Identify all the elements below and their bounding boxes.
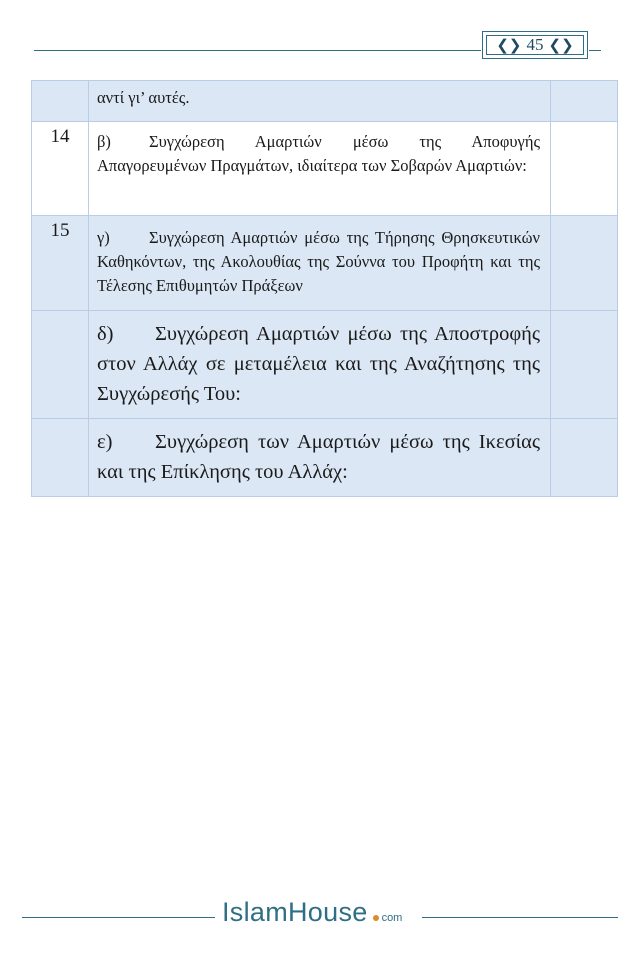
row-extra-cell [551, 81, 618, 122]
row-number: 14 [32, 122, 89, 216]
brand-logo [222, 897, 402, 933]
row-text [89, 122, 551, 216]
ornament-left-icon: ❮❯ [496, 37, 522, 54]
row-label: ε) [97, 431, 113, 453]
content-table [31, 80, 618, 497]
row-text [89, 419, 551, 497]
row-text [89, 216, 551, 311]
header-rule-right [589, 50, 601, 51]
row-number [32, 419, 89, 497]
brand-suffix: com [381, 912, 403, 924]
table-row [32, 216, 618, 311]
page-number-box [482, 31, 588, 59]
row-text-body: Συγχώρεση Αμαρτιών μέσω της Αποφυγής Απαγορευμένων Πραγμάτων, ιδιαίτερα των Σοβαρών Αμαρτιών: [97, 132, 540, 175]
row-label: δ) [97, 323, 114, 345]
row-number [32, 81, 89, 122]
ornament-right-icon: ❮❯ [548, 37, 574, 54]
footer-rule-right [422, 917, 618, 918]
table-row [32, 311, 618, 419]
page-number: 45 [526, 35, 544, 54]
row-label: γ) [97, 228, 110, 247]
footer-rule-left [22, 917, 215, 918]
row-number: 15 [32, 216, 89, 311]
row-label: β) [97, 132, 111, 151]
row-text [89, 81, 551, 122]
row-text-body: Συγχώρεση Αμαρτιών μέσω της Αποστροφής στον Αλλάχ σε μεταμέλεια και της Αναζήτησης της Συγχώρεσής Του: [97, 323, 540, 405]
row-text-body: αντί γι’ αυτές. [97, 88, 190, 107]
row-text-body: Συγχώρεση των Αμαρτιών μέσω της Ικεσίας και της Επίκλησης του Αλλάχ: [97, 431, 540, 483]
row-extra-cell [551, 419, 618, 497]
table-row [32, 122, 618, 216]
row-text [89, 311, 551, 419]
header-rule-left [34, 50, 481, 51]
table-row [32, 81, 618, 122]
table-row [32, 419, 618, 497]
row-text-body: Συγχώρεση Αμαρτιών μέσω της Τήρησης Θρησκευτικών Καθηκόντων, της Ακολουθίας της Σούννα του Προφήτη και της Τέλεσης Επιθυμητών Πράξεων [97, 228, 540, 295]
row-number [32, 311, 89, 419]
row-extra-cell [551, 216, 618, 311]
brand-dot-icon [373, 915, 379, 921]
brand-name: IslamHouse [222, 897, 368, 927]
row-extra-cell [551, 122, 618, 216]
row-extra-cell [551, 311, 618, 419]
